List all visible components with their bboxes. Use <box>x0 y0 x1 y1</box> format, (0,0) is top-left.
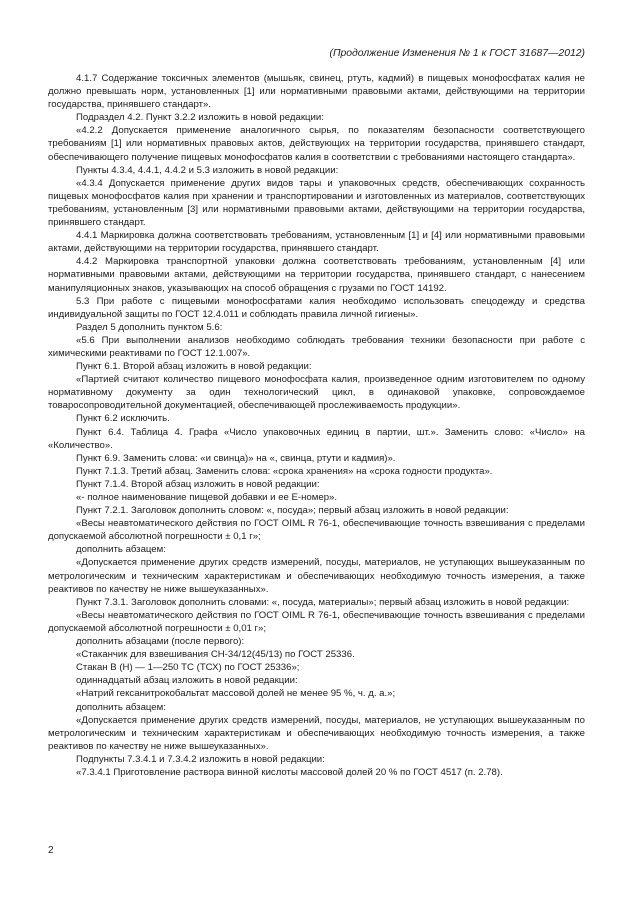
paragraph: 4.1.7 Содержание токсичных элементов (мышьяк, свинец, ртуть, кадмий) в пищевых монофосфатах калия не должно превышать норм, установленных [1] или нормативными правовыми актами, действующими на территории государства, принявшего стандарт». <box>48 73 585 111</box>
running-header: (Продолжение Изменения № 1 к ГОСТ 31687—2012) <box>329 48 585 59</box>
paragraph: «Стаканчик для взвешивания СН-34/12(45/13) по ГОСТ 25336. <box>76 649 355 661</box>
paragraph: «Весы неавтоматического действия по ГОСТ OIML R 76-1, обеспечивающие точность взвешивания с пределами допускаемой абсолютной погрешности ± 0,1 г»; <box>48 518 585 543</box>
paragraph: Пункт 6.4. Таблица 4. Графа «Число упаковочных единиц в партии, шт.». Заменить слово: «Число» на «Количество». <box>48 426 585 451</box>
paragraph: «Натрий гексанитрокобальтат массовой долей не менее 95 %, ч. д. а.»; <box>76 688 396 700</box>
paragraph: одиннадцатый абзац изложить в новой редакции: <box>76 675 298 687</box>
page-number: 2 <box>48 845 54 856</box>
paragraph: Пункт 6.2 исключить. <box>76 413 170 425</box>
paragraph: Пункт 7.3.1. Заголовок дополнить словами: «, посуда, материалы»; первый абзац изложить в новой редакции: <box>76 596 570 608</box>
paragraph: Пункт 7.2.1. Заголовок дополнить словом: «, посуда»; первый абзац изложить в новой редакции: <box>76 505 509 517</box>
paragraph: «Партией считают количество пищевого монофосфата калия, произведенное одним изготовителем по одному нормативному документу за один технологический цикл, в одинаковой упаковке, сопровождаемое товаросопроводительной документацией, обеспечивающей прослеживаемость продукции». <box>48 374 585 412</box>
paragraph: «7.3.4.1 Приготовление раствора винной кислоты массовой долей 20 % по ГОСТ 4517 (п. 2.78). <box>76 766 503 778</box>
paragraph: Стакан В (Н) — 1—250 ТС (ТСХ) по ГОСТ 25336»; <box>76 662 300 674</box>
paragraph: Пункты 4.3.4, 4.4.1, 4.4.2 и 5.3 изложить в новой редакции: <box>76 164 339 176</box>
paragraph: Пункт 7.1.4. Второй абзац изложить в новой редакции: <box>76 478 320 490</box>
paragraph: Пункт 7.1.3. Третий абзац. Заменить слова: «срока хранения» на «срока годности продукта». <box>76 465 493 477</box>
paragraph: 5.3 При работе с пищевыми монофосфатами калия необходимо использовать спецодежду и средства индивидуальной защиты по ГОСТ 12.4.011 и соблюдать правила личной гигиены». <box>48 295 585 320</box>
paragraph: Подпункты 7.3.4.1 и 7.3.4.2 изложить в новой редакции: <box>76 753 325 765</box>
paragraph: Пункт 6.9. Заменить слова: «и свинца)» на «, свинца, ртути и кадмия)». <box>76 452 396 464</box>
paragraph: «4.3.4 Допускается применение других видов тары и упаковочных средств, обеспечивающих сохранность пищевых монофосфатов калия при хранении и транспортировании и изготовленных из материалов, соответствующих требованиям, установленным [3] или нормативными правовыми актами, действующими на территории государства, принявшего стандарт. <box>48 177 585 229</box>
paragraph: дополнить абзацами (после первого): <box>76 636 245 648</box>
paragraph: «5.6 При выполнении анализов необходимо соблюдать требования техники безопасности при работе с химическими реактивами по ГОСТ 12.1.007». <box>48 334 585 359</box>
paragraph: Пункт 6.1. Второй абзац изложить в новой редакции: <box>76 361 312 373</box>
paragraph: «4.2.2 Допускается применение аналогичного сырья, по показателям безопасности соответствующего требованиям [1] или нормативных правовых актов, действующих на территории государства, принявшего стандарт, обеспечивающего получение пищевых монофосфатов калия в соответствии с требованиями настоящего стандарта». <box>48 125 585 163</box>
paragraph: Раздел 5 дополнить пунктом 5.6: <box>76 321 223 333</box>
document-body <box>48 72 585 779</box>
paragraph: «- полное наименование пищевой добавки и ее Е-номер». <box>76 492 338 503</box>
paragraph: дополнить абзацем: <box>76 701 166 713</box>
paragraph: 4.4.2 Маркировка транспортной упаковки должна соответствовать требованиям, установленным [4] или нормативными правовыми актами, действующими на территории государства, принявшего стандарт, с нанесением манипуляционных знаков, указывающих на способ обращения с грузами по ГОСТ 14192. <box>48 256 585 294</box>
paragraph: 4.4.1 Маркировка должна соответствовать требованиям, установленным [1] и [4] или нормативными правовыми актами, действующими на территории государства, принявшего стандарт. <box>48 230 585 255</box>
paragraph: «Допускается применение других средств измерений, посуды, материалов, не уступающих вышеуказанным по метрологическим и техническим характеристикам и обеспечивающих необходимую точность измерения, а также реактивов по качеству не ниже вышеуказанных». <box>48 714 585 752</box>
paragraph: «Весы неавтоматического действия по ГОСТ OIML R 76-1, обеспечивающие точность взвешивания с пределами допускаемой абсолютной погрешности ± 0,01 г»; <box>48 609 585 634</box>
paragraph: Подраздел 4.2. Пункт 3.2.2 изложить в новой редакции: <box>76 112 324 124</box>
paragraph: дополнить абзацем: <box>76 544 166 556</box>
paragraph: «Допускается применение других средств измерений, посуды, материалов, не уступающих вышеуказанным по метрологическим и техническим характеристикам и обеспечивающих необходимую точность измерения, а также реактивов по качеству не ниже вышеуказанных». <box>48 557 585 595</box>
